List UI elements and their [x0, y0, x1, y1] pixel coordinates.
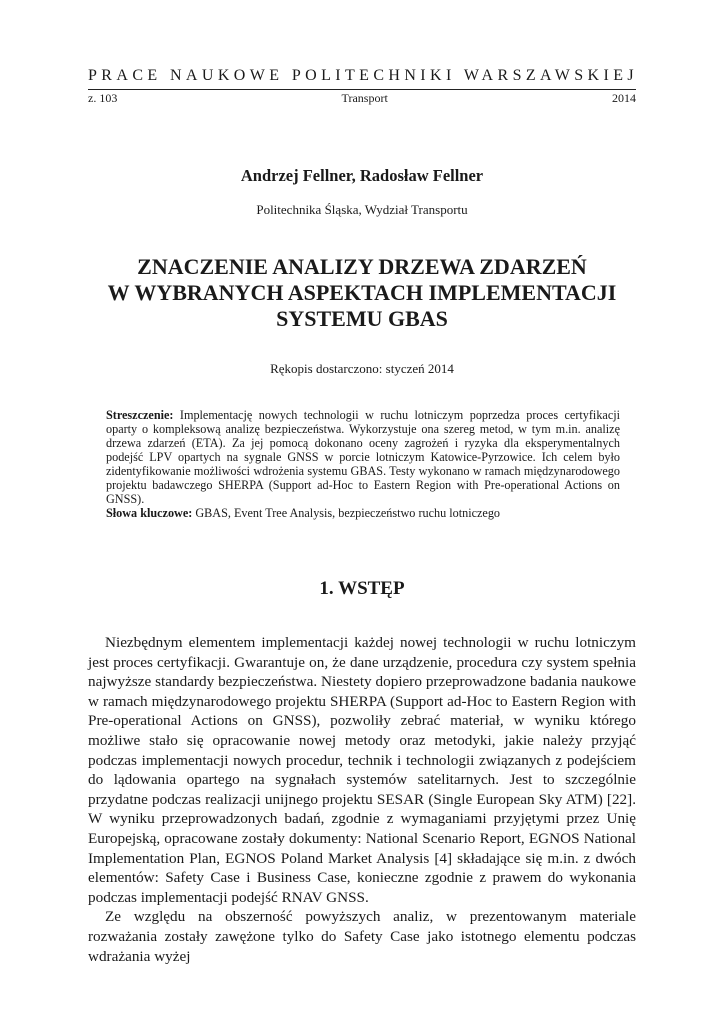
publication-year: 2014 — [612, 91, 636, 105]
title-line: ZNACZENIE ANALIZY DRZEWA ZDARZEŃ — [137, 254, 587, 279]
keywords-paragraph — [106, 506, 620, 520]
abstract-paragraph — [106, 408, 620, 506]
body-paragraph: Ze względu na obszerność powyższych analiz, w prezentowanym materiale rozważania zostały zawężone tylko do Safety Case jako istotnego elementu podczas wdrażania wyżej — [88, 908, 636, 965]
affiliation: Politechnika Śląska, Wydział Transportu — [256, 202, 468, 217]
series-name: Transport — [341, 91, 388, 105]
received-date: Rękopis dostarczono: styczeń 2014 — [270, 361, 454, 376]
journal-header — [88, 66, 639, 105]
volume-number: z. 103 — [88, 91, 118, 105]
keywords-label: Słowa kluczowe: — [106, 506, 193, 520]
header-rule — [88, 89, 636, 90]
section-body — [88, 633, 636, 966]
abstract-text: Implementację nowych technologii w ruchu lotniczym poprzedza proces certyfikacji oparty o kompleksową analizę bezpieczeństwa. Wykorzystuje ona szereg metod, w tym m.in. analizę drzewa zdarzeń (ETA). Za jej pomocą dokonano oceny zagrożeń i ryzyka dla eksperymentalnych podejść LPV opartych na sygnale GNSS w porcie lotniczym Katowice-Pyrzowice. Ich celem było zidentyfikowanie możliwości wdrożenia systemu GBAS. Testy wykonano w ramach międzynarodowego projektu badawczego SHERPA (Support ad-Hoc to Eastern Region with Pre-operational Actions on GNSS). — [106, 408, 620, 506]
header-meta — [88, 91, 636, 105]
paper-title — [60, 254, 664, 332]
body-paragraph: Niezbędnym elementem implementacji każdej nowej technologii w ruchu lotniczym jest proces certyfikacji. Gwarantuje on, że dane urządzenie, procedura czy system spełnia najwyższe standardy bezpieczeństwa. Niestety dopiero przeprowadzone badania naukowe w ramach międzynarodowego projektu SHERPA (Support ad-Hoc to Eastern Region with Pre-operational Actions on GNSS), pozwoliły zebrać materiał, w wyniku którego możliwe stało się opracowanie nowej metody oraz metodyki, jakie należy przyjąć podczas implementacji nowych procedur, technik i technologii związanych z podejściem do lądowania opartego na sygnałach systemów satelitarnych. Jest to szczególnie przydatne podczas realizacji unijnego projektu SESAR (Single European Sky ATM) [22]. W wyniku przeprowadzonych badań, zgodnie z wymaganiami przyjętymi przez Unię Europejską, opracowane zostały dokumenty: National Scenario Report, EGNOS National Implementation Plan, EGNOS Poland Market Analysis [4] składające się m.in. z dwóch elementów: Safety Case i Business Case, konieczne zgodnie z prawem do wykonania podczas implementacji podejść RNAV GNSS. — [88, 634, 636, 906]
journal-name: PRACE NAUKOWE POLITECHNIKI WARSZAWSKIEJ — [88, 67, 639, 84]
title-line: W WYBRANYCH ASPEKTACH IMPLEMENTACJI — [107, 280, 617, 305]
abstract — [106, 408, 620, 520]
title-line: SYSTEMU GBAS — [276, 306, 448, 331]
keywords-text: GBAS, Event Tree Analysis, bezpieczeństwo ruchu lotniczego — [192, 506, 501, 520]
abstract-label: Streszczenie: — [106, 408, 174, 422]
section-heading: 1. WSTĘP — [319, 578, 405, 599]
authors: Andrzej Fellner, Radosław Fellner — [240, 166, 484, 185]
